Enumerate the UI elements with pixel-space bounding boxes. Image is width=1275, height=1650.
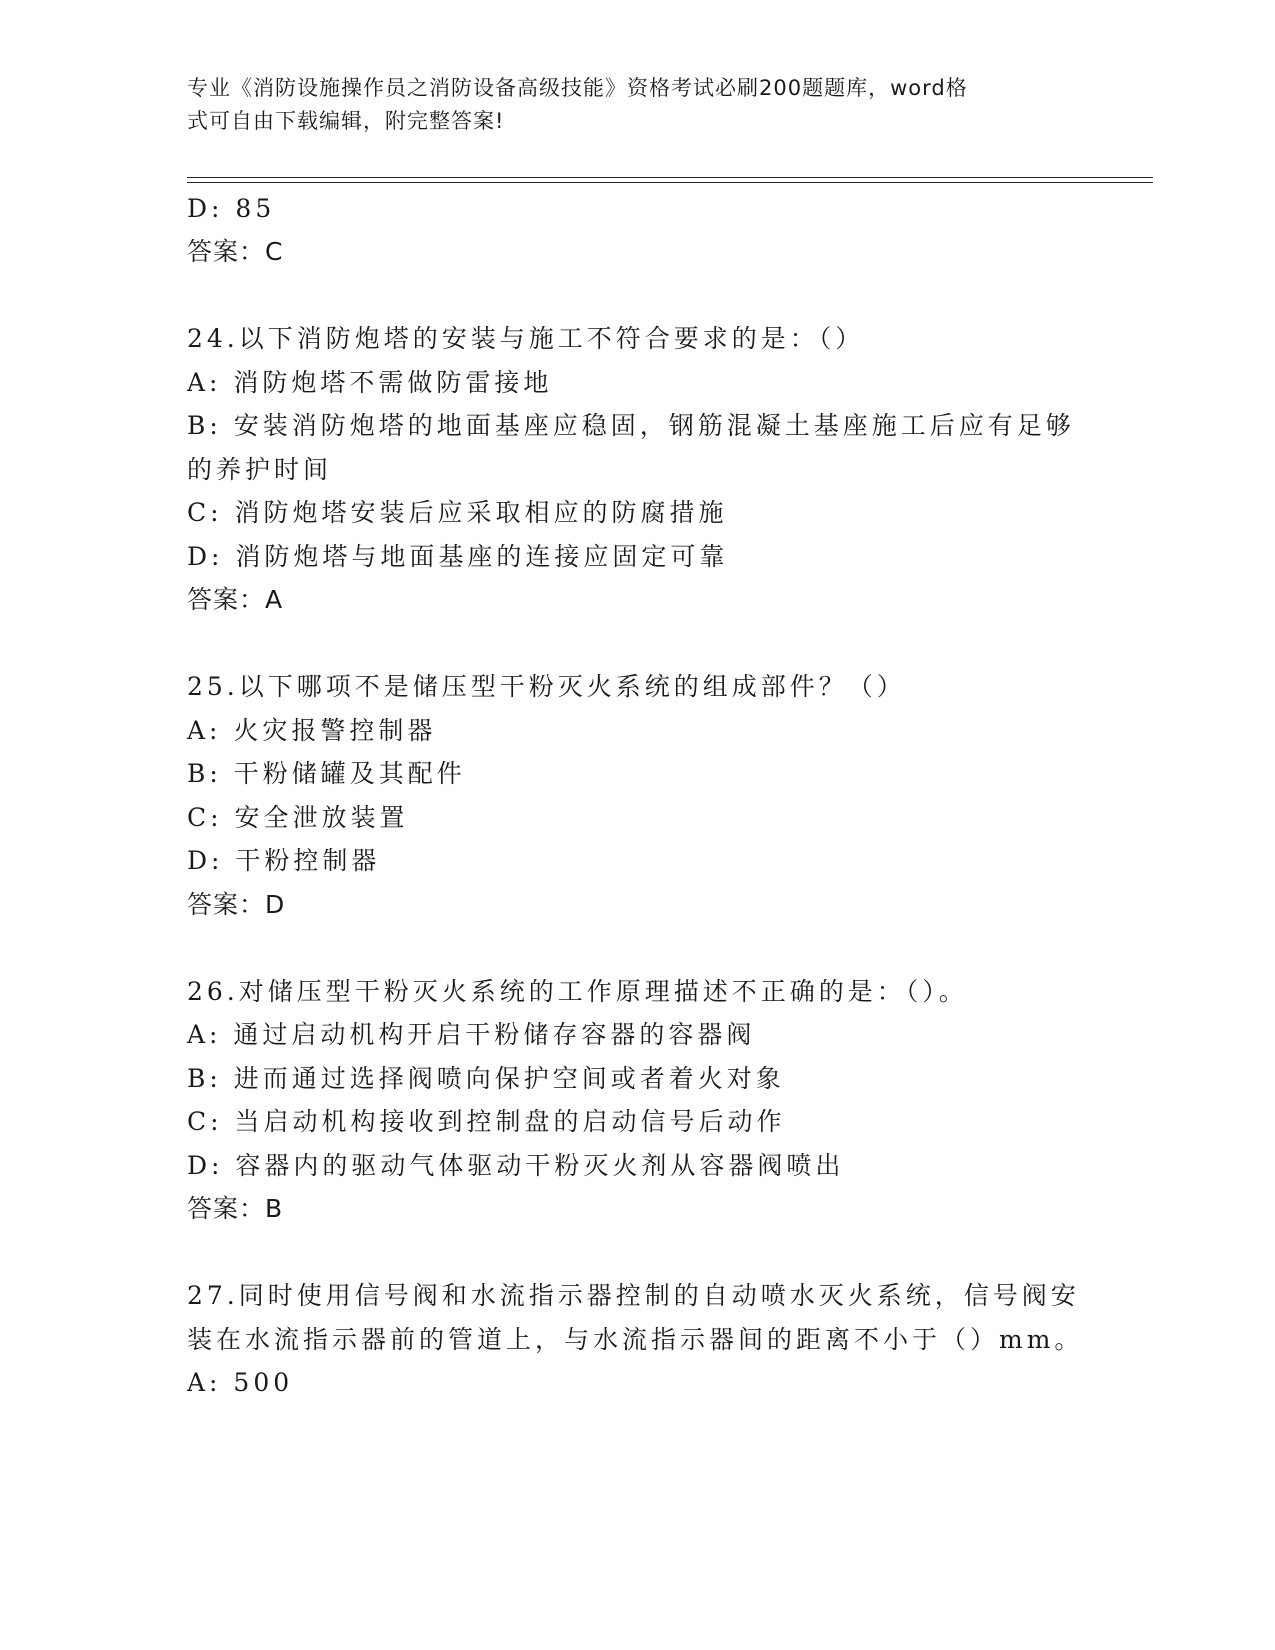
q27-stem-line-2: 装在水流指示器前的管道上，与水流指示器间的距离不小于（）mm。: [187, 1325, 1084, 1354]
q26-option-d: D: 容器内的驱动气体驱动干粉灭火剂从容器阀喷出: [187, 1151, 845, 1180]
q26-option-b: B: 进而通过选择阀喷向保护空间或者着火对象: [187, 1064, 785, 1093]
prev-option-d: D: 85: [187, 194, 276, 223]
q24-option-c: C: 消防炮塔安装后应采取相应的防腐措施: [187, 498, 728, 527]
prev-answer: 答案：C: [187, 237, 284, 266]
q27-stem-line-1: 27.同时使用信号阀和水流指示器控制的自动喷水灭火系统，信号阀安: [187, 1281, 1080, 1310]
header-rule-top: [187, 177, 1153, 178]
header-title-line-1: 专业《消防设施操作员之消防设备高级技能》资格考试必刷200题题库，word格: [187, 76, 968, 100]
q24-answer: 答案：A: [187, 585, 284, 614]
q25-answer: 答案：D: [187, 890, 286, 919]
q26-answer: 答案：B: [187, 1194, 284, 1223]
q24-option-d: D: 消防炮塔与地面基座的连接应固定可靠: [187, 542, 729, 571]
q24-option-b-line-2: 的养护时间: [187, 455, 333, 484]
q26-option-c: C: 当启动机构接收到控制盘的启动信号后动作: [187, 1107, 786, 1136]
q25-option-b: B: 干粉储罐及其配件: [187, 759, 466, 788]
document-header: [187, 72, 1067, 138]
header-title-line-2: 式可自由下载编辑，附完整答案!: [187, 109, 505, 133]
q25-stem: 25.以下哪项不是储压型干粉灭火系统的组成部件？（）: [187, 672, 906, 701]
q26-option-a: A: 通过启动机构开启干粉储存容器的容器阀: [187, 1020, 756, 1049]
header-rule-bottom: [187, 182, 1153, 183]
q24-option-a: A: 消防炮塔不需做防雷接地: [187, 368, 553, 397]
q24-stem: 24.以下消防炮塔的安装与施工不符合要求的是：（）: [187, 324, 865, 353]
q25-option-a: A: 火灾报警控制器: [187, 716, 437, 745]
q27-option-a: A: 500: [187, 1368, 294, 1397]
q24-option-b-line-1: B: 安装消防炮塔的地面基座应稳固，钢筋混凝土基座施工后应有足够: [187, 411, 1075, 440]
q25-option-c: C: 安全泄放装置: [187, 803, 409, 832]
q26-stem: 26.对储压型干粉灭火系统的工作原理描述不正确的是：（）。: [187, 977, 968, 1006]
q25-option-d: D: 干粉控制器: [187, 846, 381, 875]
